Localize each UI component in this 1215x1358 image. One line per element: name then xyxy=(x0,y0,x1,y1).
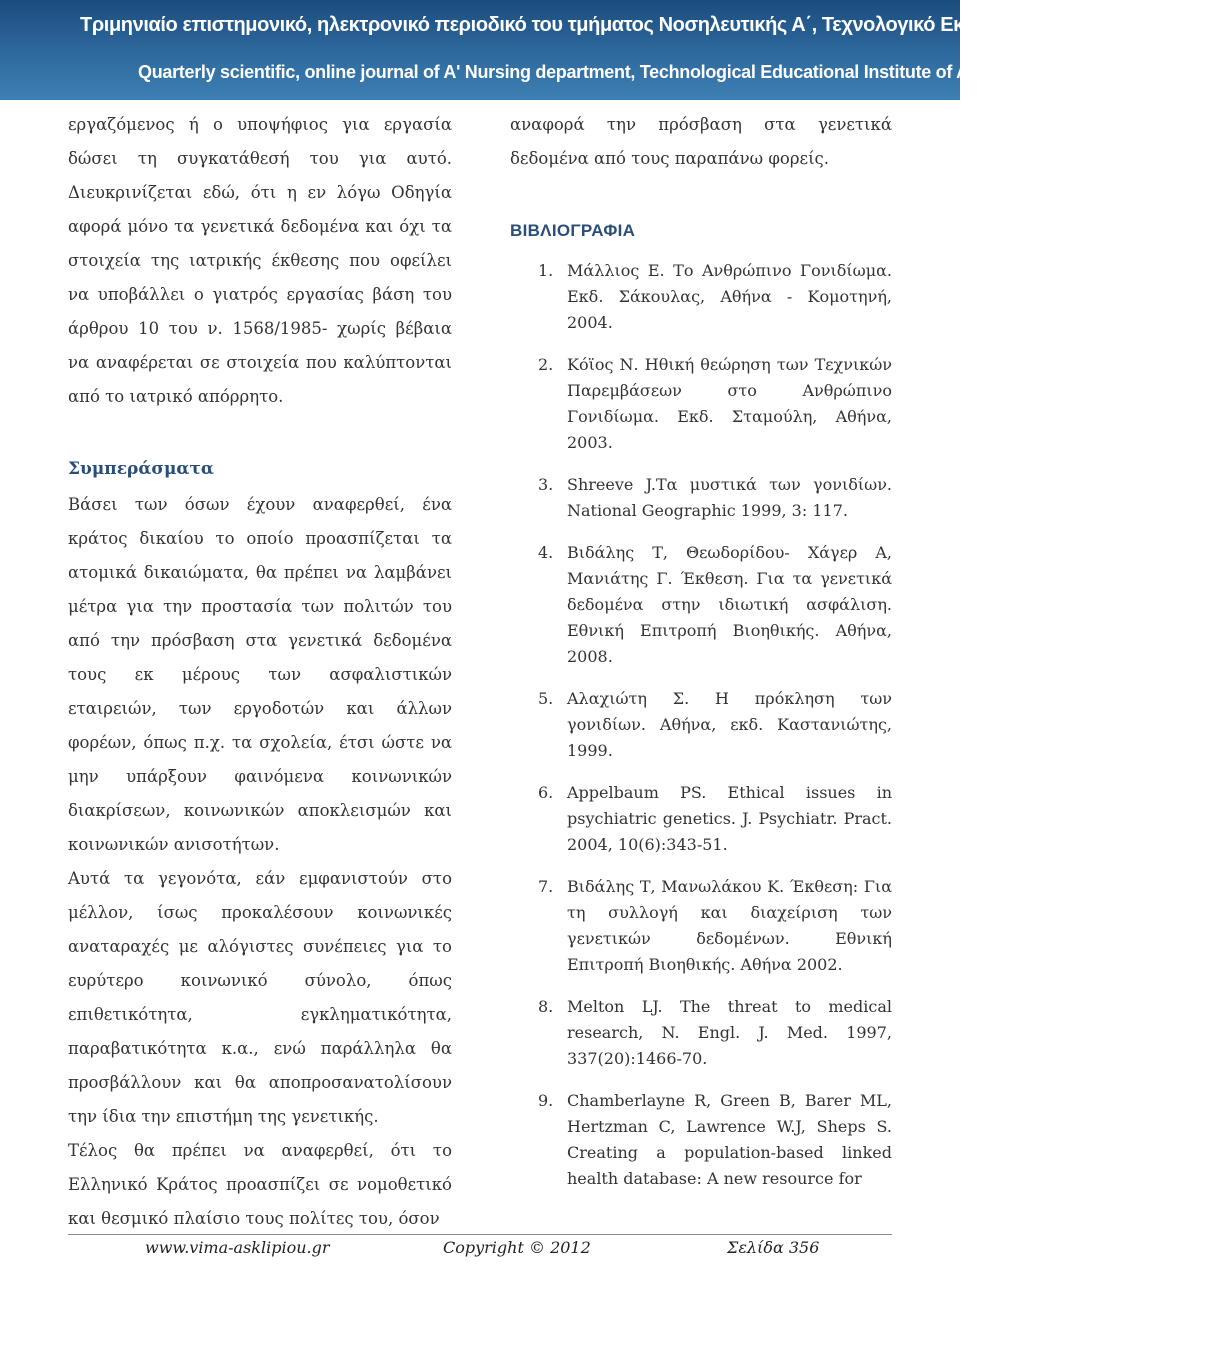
reference-number: 6. xyxy=(538,783,554,802)
reference-number: 5. xyxy=(538,689,554,708)
reference-item xyxy=(510,780,892,858)
reference-text: Chamberlayne R, Green B, Barer ML, Hertzman C, Lawrence W.J, Sheps S. Creating a population-based linked health database: A new resource for xyxy=(567,1091,892,1188)
reference-text: Βιδάλης Τ, Θεωδορίδου- Χάγερ Α, Μανιάτης Γ. Έκθεση. Για τα γενετικά δεδομένα στην ιδιωτική ασφάλιση. Εθνική Επιτροπή Βιοηθικής. Αθήνα, 2008. xyxy=(567,543,892,666)
right-column xyxy=(510,108,892,1208)
reference-item xyxy=(510,352,892,456)
reference-number: 9. xyxy=(538,1091,554,1110)
reference-number: 1. xyxy=(538,261,554,280)
left-column xyxy=(68,108,452,1236)
reference-text: Melton LJ. The threat to medical research, N. Engl. J. Med. 1997, 337(20):1466-70. xyxy=(567,997,892,1068)
reference-number: 7. xyxy=(538,877,554,896)
footer-copyright: Copyright © 2012 xyxy=(443,1238,591,1257)
body-paragraph: Βάσει των όσων έχουν αναφερθεί, ένα κράτος δικαίου το οποίο προασπίζεται τα ατομικά δικαιώματα, θα πρέπει να λαμβάνει μέτρα για την προστασία των πολιτών του από την πρόσβαση στα γενετικά δεδομένα τους εκ μέρους των ασφαλιστικών εταιρειών, των εργοδοτών και άλλων φορέων, όπως π.χ. τα σχολεία, έτσι ώστε να μην υπάρξουν φαινόμενα κοινωνικών διακρίσεων, κοινωνικών αποκλεισμών και κοινωνικών ανισοτήτων. xyxy=(68,495,452,854)
reference-number: 4. xyxy=(538,543,554,562)
reference-text: Κόϊος Ν. Ηθική θεώρηση των Τεχνικών Παρεμβάσεων στο Ανθρώπινο Γονιδίωμα. Εκδ. Σταμούλη, Αθήνα, 2003. xyxy=(567,355,892,452)
reference-text: Αλαχιώτη Σ. Η πρόκληση των γονιδίων. Αθήνα, εκδ. Καστανιώτης, 1999. xyxy=(567,689,892,760)
journal-title-english: Quarterly scientific, online journal of A' Nursing department, Technological Educational Institute of Athens xyxy=(138,62,1016,82)
reference-number: 2. xyxy=(538,355,554,374)
journal-title-greek: Τριμηνιαίο επιστημονικό, ηλεκτρονικό περιοδικό του τμήματος Νοσηλευτικής Α΄, Τεχνολογικό Εκπαιδευτικό Ίδρυμα Αθηνών xyxy=(80,14,1215,36)
journal-header-banner xyxy=(0,0,1215,100)
body-paragraph: Τέλος θα πρέπει να αναφερθεί, ότι το Ελληνικό Κράτος προασπίζει σε νομοθετικό και θεσμικό πλαίσιο τους πολίτες του, όσον xyxy=(68,1141,452,1228)
reference-text: Shreeve J.Τα μυστικά των γονιδίων. National Geographic 1999, 3: 117. xyxy=(567,475,892,520)
reference-item xyxy=(510,1088,892,1192)
body-paragraph: εργαζόμενος ή ο υποψήφιος για εργασία δώσει τη συγκατάθεσή του για αυτό. Διευκρινίζεται εδώ, ότι η εν λόγω Οδηγία αφορά μόνο τα γενετικά δεδομένα και όχι τα στοιχεία της ιατρικής έκθεσης που οφείλει να υποβάλλει ο γιατρός εργασίας βάση του άρθρου 10 του ν. 1568/1985- χωρίς βέβαια να αναφέρεται σε στοιχεία που καλύπτονται από το ιατρικό απόρρητο. xyxy=(68,115,452,406)
reference-item xyxy=(510,540,892,670)
reference-text: Βιδάλης Τ, Μανωλάκου Κ. Έκθεση: Για τη συλλογή και διαχείριση των γενετικών δεδομένων. Εθνική Επιτροπή Βιοηθικής. Αθήνα 2002. xyxy=(567,877,892,974)
reference-list xyxy=(510,258,892,1192)
reference-number: 3. xyxy=(538,475,554,494)
reference-text: Μάλλιος Ε. Το Ανθρώπινο Γονιδίωμα. Εκδ. Σάκουλας, Αθήνα - Κομοτηνή, 2004. xyxy=(567,261,892,332)
body-paragraph: αναφορά την πρόσβαση στα γενετικά δεδομένα από τους παραπάνω φορείς. xyxy=(510,115,892,168)
footer-page-number: Σελίδα 356 xyxy=(727,1238,820,1257)
footer-divider xyxy=(68,1234,892,1235)
reference-item xyxy=(510,472,892,524)
body-paragraph: Αυτά τα γεγονότα, εάν εμφανιστούν στο μέλλον, ίσως προκαλέσουν κοινωνικές αναταραχές με αλόγιστες συνέπειες για το ευρύτερο κοινωνικό σύνολο, όπως επιθετικότητα, εγκληματικότητα, παραβατικότητα κ.α., ενώ παράλληλα θα προσβάλλουν και θα αποπροσανατολίσουν την ίδια την επιστήμη της γενετικής. xyxy=(68,869,452,1126)
reference-item xyxy=(510,258,892,336)
reference-text: Appelbaum PS. Ethical issues in psychiatric genetics. J. Psychiatr. Pract. 2004, 10(6):343-51. xyxy=(567,783,892,854)
footer-website-link[interactable]: www.vima-asklipiou.gr xyxy=(145,1238,330,1257)
section-heading-bibliography: ΒΙΒΛΙΟΓΡΑΦΙΑ xyxy=(510,221,636,240)
reference-item xyxy=(510,874,892,978)
reference-item xyxy=(510,686,892,764)
reference-item xyxy=(510,994,892,1072)
reference-number: 8. xyxy=(538,997,554,1016)
section-heading-conclusions: Συμπεράσματα xyxy=(68,459,215,479)
